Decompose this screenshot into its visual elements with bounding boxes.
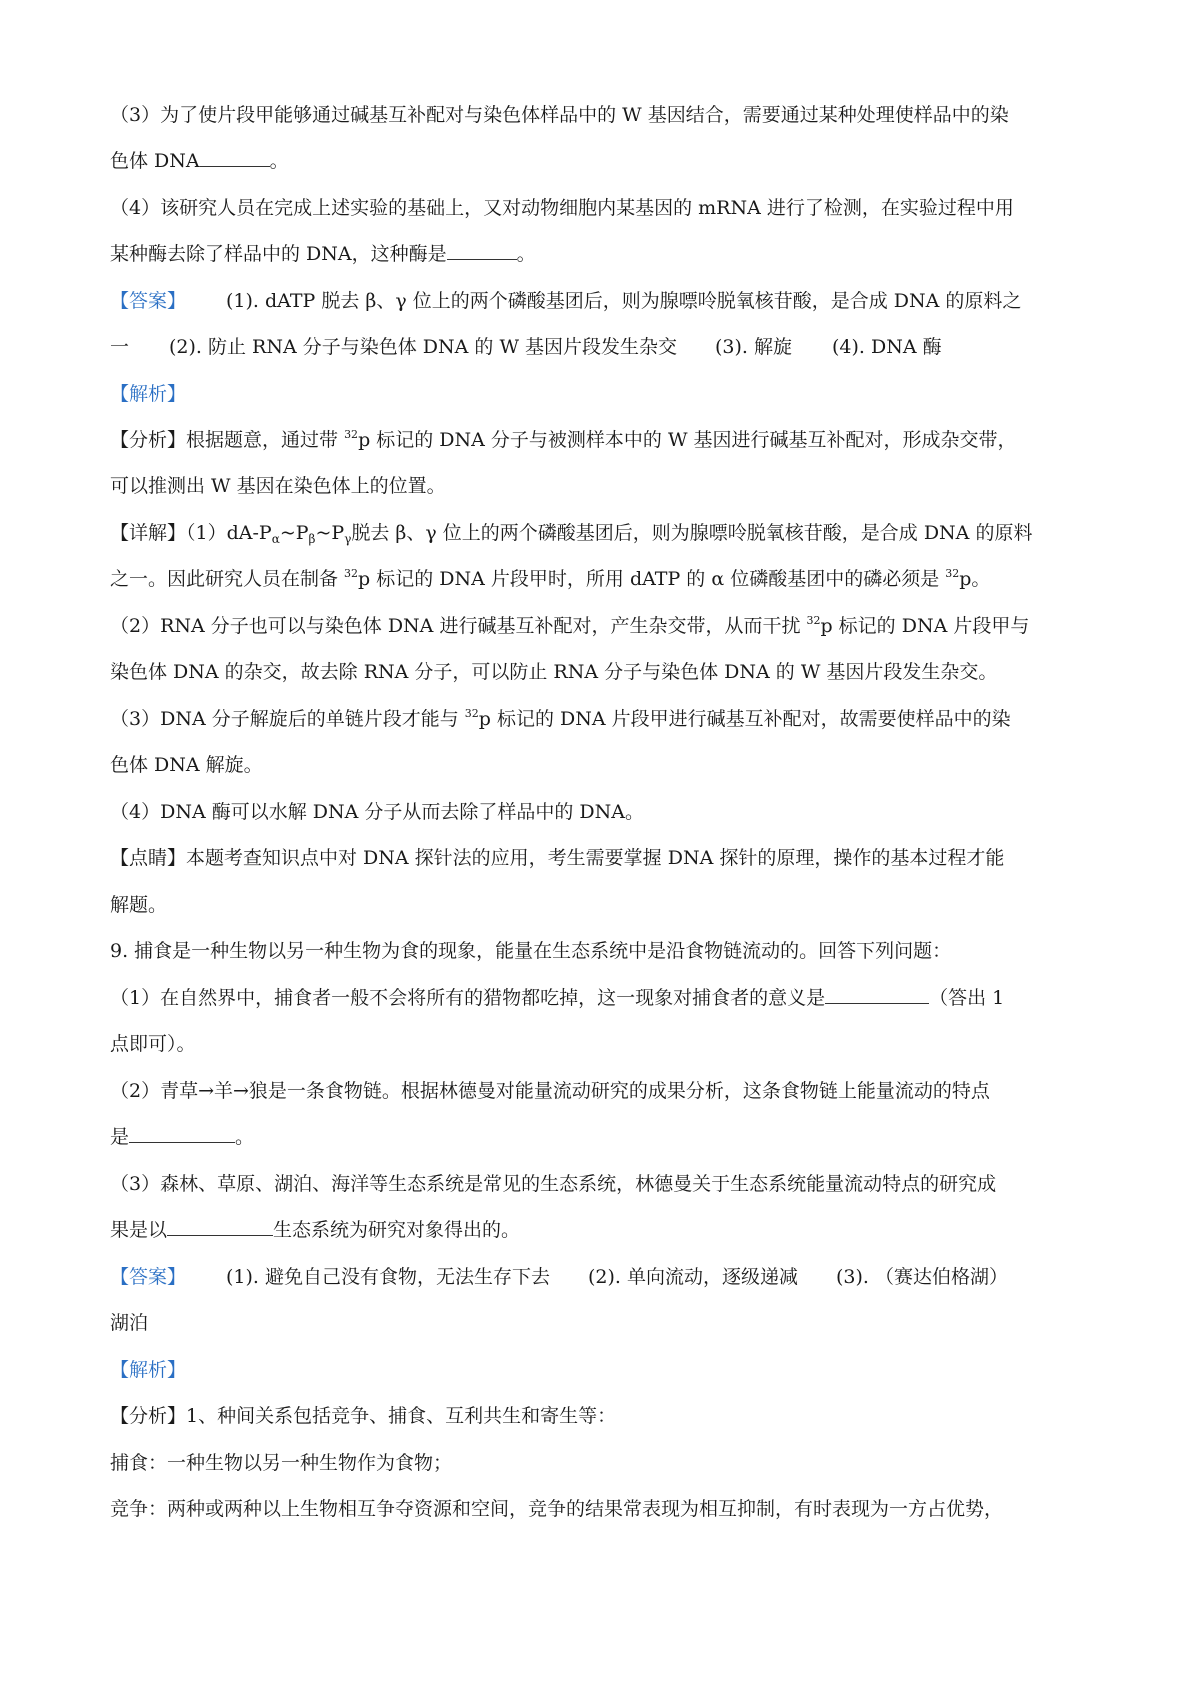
q8-part4-text: 某种酶去除了样品中的 DNA，这种酶是 bbox=[110, 243, 447, 265]
q9-part3-line2 bbox=[110, 1216, 1100, 1244]
q8-part3-text: 色体 DNA bbox=[110, 150, 200, 172]
answer-blank[interactable] bbox=[200, 148, 270, 167]
q9-p2-end: 。 bbox=[235, 1126, 255, 1148]
xiangjie-tag: 【详解】 bbox=[110, 522, 187, 544]
q8-part4-line1: （4）该研究人员在完成上述实验的基础上，又对动物细胞内某基因的 mRNA 进行了检测，在实验过程中用 bbox=[110, 197, 1014, 219]
subscript-gamma: γ bbox=[344, 532, 352, 546]
fenxi-tag: 【分析】 bbox=[110, 429, 187, 451]
superscript-32: 32 bbox=[344, 567, 359, 580]
q8-fenxi-text-b: p 标记的 DNA 分子与被测样本中的 W 基因进行碱基互补配对，形成杂交带， bbox=[358, 429, 1017, 451]
q8-dianjing-line1 bbox=[110, 844, 1100, 872]
q8-xj3-line1 bbox=[110, 705, 1100, 733]
q9-answer-3: (3). （赛达伯格湖） bbox=[836, 1266, 1009, 1288]
analysis-tag: 【解析】 bbox=[110, 1359, 187, 1381]
q8-answer-line1 bbox=[110, 287, 1100, 315]
subscript-alpha: α bbox=[271, 532, 280, 546]
q9-part2-line1: （2）青草→羊→狼是一条食物链。根据林德曼对能量流动研究的成果分析，这条食物链上能量流动的特点 bbox=[110, 1080, 990, 1102]
q8-answer-2: (2). 防止 RNA 分子与染色体 DNA 的 W 基因片段发生杂交 bbox=[169, 336, 678, 358]
q9-fenxi-line1 bbox=[110, 1402, 1100, 1430]
q8-xj1-c3: p。 bbox=[959, 568, 991, 590]
q9-p1-text: （1）在自然界中，捕食者一般不会将所有的猎物都吃掉，这一现象对捕食者的意义是 bbox=[110, 987, 826, 1009]
q8-analysis-heading bbox=[110, 380, 1100, 408]
q8-xj1-sep2: ~P bbox=[315, 522, 345, 544]
q8-xj4-line: （4）DNA 酶可以水解 DNA 分子从而去除了样品中的 DNA。 bbox=[110, 801, 644, 823]
q8-part3-line1: （3）为了使片段甲能够通过碱基互补配对与染色体样品中的 W 基因结合，需要通过某种处理使样品中的染 bbox=[110, 104, 1009, 126]
q8-xj2-a2: p 标记的 DNA 片段甲与 bbox=[820, 615, 1030, 637]
q9-part3-line1: （3）森林、草原、湖泊、海洋等生态系统是常见的生态系统，林德曼关于生态系统能量流动特点的研究成 bbox=[110, 1173, 997, 1195]
dianjing-tag: 【点睛】 bbox=[110, 847, 187, 869]
q9-answer-line1 bbox=[110, 1263, 1100, 1291]
q8-answer-1: (1). dATP 脱去 β、γ 位上的两个磷酸基团后，则为腺嘌呤脱氧核苷酸，是合成 DNA 的原料之 bbox=[226, 290, 1022, 312]
q8-xj2-a1: （2）RNA 分子也可以与染色体 DNA 进行碱基互补配对，产生杂交带，从而干扰 bbox=[110, 615, 807, 637]
q9-part2-line2 bbox=[110, 1123, 1100, 1151]
q8-part4-end: 。 bbox=[516, 243, 536, 265]
q8-part4-line2 bbox=[110, 240, 1100, 268]
q8-xj2-line1 bbox=[110, 612, 1100, 640]
q8-xj3-a2: p 标记的 DNA 片段甲进行碱基互补配对，故需要使样品中的染 bbox=[478, 708, 1011, 730]
superscript-32: 32 bbox=[945, 567, 960, 580]
q8-xj1-text: 脱去 β、γ 位上的两个磷酸基团后，则为腺嘌呤脱氧核苷酸，是合成 DNA 的原料 bbox=[351, 522, 1033, 544]
superscript-32: 32 bbox=[806, 614, 821, 627]
q8-answer-1-cont: 一 bbox=[110, 336, 130, 358]
q8-fenxi-line1 bbox=[110, 426, 1100, 454]
q8-answer-4: (4). DNA 酶 bbox=[832, 336, 942, 358]
q8-fenxi-line2: 可以推测出 W 基因在染色体上的位置。 bbox=[110, 475, 446, 497]
superscript-32: 32 bbox=[344, 428, 359, 441]
q8-part3-end: 。 bbox=[269, 150, 289, 172]
fenxi-tag: 【分析】 bbox=[110, 1405, 187, 1427]
superscript-32: 32 bbox=[464, 707, 479, 720]
q8-xj1-c1: 之一。因此研究人员在制备 bbox=[110, 568, 345, 590]
q9-part1-line1 bbox=[110, 984, 1100, 1012]
q9-fenxi-line2: 捕食：一种生物以另一种生物作为食物； bbox=[110, 1452, 453, 1474]
answer-blank[interactable] bbox=[447, 241, 517, 260]
q9-analysis-heading bbox=[110, 1356, 1100, 1384]
q9-p1-note: （答出 1 bbox=[929, 987, 1005, 1009]
q9-fenxi-text: 1、种间关系包括竞争、捕食、互利共生和寄生等： bbox=[186, 1405, 617, 1427]
q9-p3-text-a: 果是以 bbox=[110, 1219, 168, 1241]
q9-part1-line2: 点即可）。 bbox=[110, 1033, 196, 1055]
q9-answer-line2: 湖泊 bbox=[110, 1312, 149, 1334]
q9-p3-text-b: 生态系统为研究对象得出的。 bbox=[273, 1219, 521, 1241]
answer-blank[interactable] bbox=[129, 1124, 235, 1143]
q8-xj1-sep1: ~P bbox=[279, 522, 309, 544]
q8-answer-3: (3). 解旋 bbox=[715, 336, 793, 358]
q8-xj1-c2: p 标记的 DNA 片段甲时，所用 dATP 的 α 位磷酸基团中的磷必须是 bbox=[358, 568, 946, 590]
answer-tag: 【答案】 bbox=[110, 1266, 187, 1288]
q9-stem: 9. 捕食是一种生物以另一种生物为食的现象，能量在生态系统中是沿食物链流动的。回答下列问题： bbox=[110, 940, 952, 962]
q8-xiangjie-line2 bbox=[110, 565, 1100, 593]
analysis-tag: 【解析】 bbox=[110, 383, 187, 405]
q8-fenxi-text-a: 根据题意，通过带 bbox=[186, 429, 345, 451]
q8-answer-line2 bbox=[110, 333, 1100, 361]
q9-answer-2: (2). 单向流动，逐级递减 bbox=[588, 1266, 799, 1288]
q8-xj3-line2: 色体 DNA 解旋。 bbox=[110, 754, 263, 776]
answer-blank[interactable] bbox=[825, 985, 929, 1004]
q8-xiangjie-line1 bbox=[110, 519, 1100, 547]
answer-blank[interactable] bbox=[167, 1217, 273, 1236]
q8-xj1-formula: （1）dA-P bbox=[186, 522, 272, 544]
q8-xj2-line2: 染色体 DNA 的杂交，故去除 RNA 分子，可以防止 RNA 分子与染色体 DNA 的 W 基因片段发生杂交。 bbox=[110, 661, 998, 683]
q9-fenxi-line3: 竞争：两种或两种以上生物相互争夺资源和空间，竞争的结果常表现为相互抑制，有时表现为一方占优势， bbox=[110, 1498, 1004, 1520]
q8-dianjing-text: 本题考查知识点中对 DNA 探针法的应用，考生需要掌握 DNA 探针的原理，操作的基本过程才能 bbox=[186, 847, 1005, 869]
q8-xj3-a1: （3）DNA 分子解旋后的单链片段才能与 bbox=[110, 708, 465, 730]
q9-answer-1: (1). 避免自己没有食物，无法生存下去 bbox=[226, 1266, 551, 1288]
q8-dianjing-line2: 解题。 bbox=[110, 894, 168, 916]
subscript-beta: β bbox=[308, 532, 316, 546]
answer-tag: 【答案】 bbox=[110, 290, 187, 312]
q8-part3-line2 bbox=[110, 147, 1100, 175]
q9-p2-text: 是 bbox=[110, 1126, 130, 1148]
